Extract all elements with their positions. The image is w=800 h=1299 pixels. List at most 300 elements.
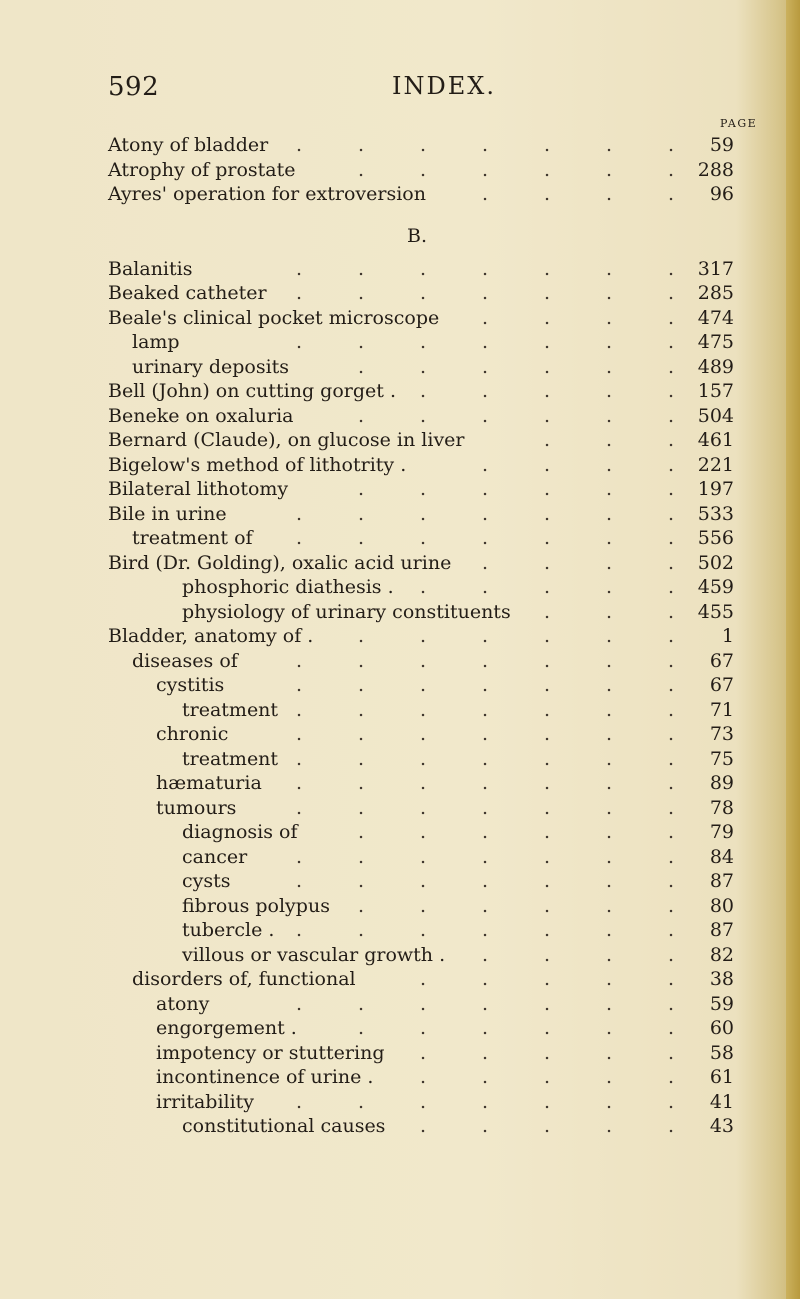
entry-page-number: 84 [709, 845, 734, 868]
leader-dot: . [482, 306, 489, 329]
entry-page-number: 502 [697, 551, 734, 574]
entry-page-number: 67 [709, 674, 734, 696]
leader-dot: . [358, 1017, 365, 1039]
leader-dot: . [544, 919, 551, 941]
entry-page-number: 87 [709, 919, 734, 941]
entry-page-number: 59 [709, 992, 734, 1015]
leader-dot: . [606, 821, 613, 843]
index-entry [0, 600, 800, 625]
leader-dot: . [358, 1090, 365, 1113]
leader-dot: . [668, 894, 675, 917]
leader-dot: . [358, 992, 365, 1015]
leader-dot: . [482, 772, 489, 794]
entry-page-number: 59 [709, 134, 734, 156]
leader-dot: . [544, 943, 551, 966]
entry-text: chronic [156, 723, 229, 745]
leader-dot: . [606, 625, 613, 647]
entry-page-number: 71 [709, 698, 734, 721]
entry-text: villous or vascular growth . [182, 943, 446, 966]
leader-dot: . [544, 404, 551, 427]
leader-dot: . [420, 821, 427, 843]
index-entry [0, 992, 800, 1017]
leader-dot: . [482, 649, 489, 672]
leader-dot: . [358, 502, 365, 525]
leader-dot: . [544, 649, 551, 672]
leader-dot: . [296, 674, 303, 696]
leader-dot: . [544, 380, 551, 402]
leader-dot: . [420, 1090, 427, 1113]
index-entry [0, 575, 800, 600]
leader-dot: . [668, 796, 675, 819]
index-entry [0, 306, 800, 331]
leader-dot: . [296, 747, 303, 770]
leader-dot: . [482, 355, 489, 378]
entry-text: cystitis [156, 674, 225, 696]
entry-page-number: 317 [697, 257, 734, 280]
leader-dot: . [606, 1115, 613, 1137]
leader-dot: . [544, 502, 551, 525]
leader-dot: . [420, 772, 427, 794]
entry-text: impotency or stuttering [156, 1041, 385, 1064]
leader-dot: . [544, 625, 551, 647]
leader-dot: . [544, 551, 551, 574]
index-entry [0, 133, 800, 158]
leader-dot: . [606, 919, 613, 941]
leader-dot: . [482, 894, 489, 917]
entry-text: irritability [156, 1090, 255, 1113]
entry-page-number: 157 [697, 380, 734, 402]
index-entry [0, 673, 800, 698]
leader-dot: . [668, 649, 675, 672]
leader-dot: . [482, 1090, 489, 1113]
leader-dot: . [668, 1090, 675, 1113]
leader-dot: . [358, 649, 365, 672]
entry-text: engorgement . [156, 1017, 297, 1039]
leader-dot: . [606, 404, 613, 427]
entry-page-number: 96 [709, 183, 734, 205]
entry-text: Bigelow's method of lithotrity . [108, 453, 407, 476]
leader-dot: . [420, 478, 427, 500]
entry-text: Bladder, anatomy of . [108, 625, 314, 647]
index-entry [0, 330, 800, 355]
leader-dot: . [420, 282, 427, 304]
leader-dot: . [358, 527, 365, 549]
leader-dot: . [544, 1115, 551, 1137]
leader-dot: . [544, 772, 551, 794]
leader-dot: . [606, 478, 613, 500]
entry-text: atony [156, 992, 210, 1015]
leader-dot: . [358, 772, 365, 794]
leader-dot: . [482, 331, 489, 353]
entry-page-number: 533 [697, 502, 734, 525]
leader-dot: . [544, 355, 551, 378]
leader-dot: . [420, 845, 427, 868]
leader-dot: . [482, 282, 489, 304]
leader-dot: . [606, 158, 613, 181]
leader-dot: . [668, 380, 675, 402]
index-entry [0, 355, 800, 380]
index-entry [0, 281, 800, 306]
leader-dot: . [544, 1090, 551, 1113]
entry-text: cysts [182, 870, 231, 892]
entry-page-number: 41 [709, 1090, 734, 1113]
leader-dot: . [606, 183, 613, 205]
entry-page-number: 58 [709, 1041, 734, 1064]
leader-dot: . [544, 257, 551, 280]
leader-dot: . [358, 625, 365, 647]
entry-text: Bird (Dr. Golding), oxalic acid urine [108, 551, 452, 574]
leader-dot: . [606, 894, 613, 917]
entry-text: urinary deposits [132, 355, 290, 378]
leader-dot: . [420, 698, 427, 721]
leader-dot: . [544, 429, 551, 451]
leader-dot: . [668, 1041, 675, 1064]
leader-dot: . [668, 134, 675, 156]
page-column-label: PAGE [720, 117, 758, 130]
entry-page-number: 285 [697, 282, 734, 304]
leader-dot: . [358, 404, 365, 427]
leader-dot: . [544, 158, 551, 181]
leader-dot: . [668, 257, 675, 280]
entry-text: tumours [156, 796, 237, 819]
leader-dot: . [544, 331, 551, 353]
index-entry [0, 967, 800, 992]
leader-dot: . [482, 992, 489, 1015]
leader-dot: . [606, 943, 613, 966]
leader-dot: . [544, 894, 551, 917]
entry-page-number: 75 [709, 747, 734, 770]
entry-text: treatment [182, 698, 279, 721]
entry-text: diseases of [132, 649, 238, 672]
entry-page-number: 504 [697, 404, 734, 427]
entry-text: Atony of bladder [108, 134, 269, 156]
index-entry [0, 894, 800, 919]
leader-dot: . [420, 1115, 427, 1137]
entry-page-number: 67 [709, 649, 734, 672]
index-entry [0, 379, 800, 404]
leader-dot: . [606, 282, 613, 304]
index-entry [0, 551, 800, 576]
index-entry [0, 257, 800, 282]
entry-text: Balanitis [108, 257, 193, 280]
leader-dot: . [358, 331, 365, 353]
leader-dot: . [668, 698, 675, 721]
leader-dot: . [296, 257, 303, 280]
leader-dot: . [296, 502, 303, 525]
leader-dot: . [668, 478, 675, 500]
leader-dot: . [420, 919, 427, 941]
leader-dot: . [296, 845, 303, 868]
leader-dot: . [544, 747, 551, 770]
entry-text: incontinence of urine . [156, 1066, 374, 1088]
leader-dot: . [482, 870, 489, 892]
leader-dot: . [668, 845, 675, 868]
leader-dot: . [668, 331, 675, 353]
entry-text: Ayres' operation for extroversion [108, 183, 426, 205]
entry-text: hæmaturia [156, 772, 262, 794]
index-entry [0, 869, 800, 894]
leader-dot: . [668, 870, 675, 892]
leader-dot: . [420, 380, 427, 402]
leader-dot: . [482, 674, 489, 696]
leader-dot: . [606, 429, 613, 451]
leader-dot: . [482, 404, 489, 427]
leader-dot: . [544, 723, 551, 745]
leader-dot: . [606, 1041, 613, 1064]
leader-dot: . [606, 649, 613, 672]
entry-text: treatment [182, 747, 279, 770]
leader-dot: . [668, 968, 675, 990]
leader-dot: . [544, 527, 551, 549]
leader-dot: . [544, 1041, 551, 1064]
index-entry [0, 1041, 800, 1066]
index-entry [0, 722, 800, 747]
leader-dot: . [544, 183, 551, 205]
leader-dot: . [544, 992, 551, 1015]
leader-dot: . [482, 1041, 489, 1064]
entry-page-number: 38 [709, 968, 734, 990]
entry-text: Beaked catheter [108, 282, 267, 304]
leader-dot: . [420, 576, 427, 598]
leader-dot: . [544, 576, 551, 598]
leader-dot: . [606, 453, 613, 476]
entry-page-number: 474 [697, 306, 734, 329]
leader-dot: . [668, 772, 675, 794]
page-header [0, 72, 800, 112]
index-entry [0, 404, 800, 429]
leader-dot: . [482, 134, 489, 156]
leader-dot: . [668, 600, 675, 623]
leader-dot: . [420, 331, 427, 353]
leader-dot: . [482, 502, 489, 525]
leader-dot: . [544, 134, 551, 156]
leader-dot: . [358, 845, 365, 868]
index-entry [0, 182, 800, 207]
entry-text: tubercle . [182, 919, 275, 941]
leader-dot: . [482, 453, 489, 476]
leader-dot: . [606, 380, 613, 402]
entry-page-number: 489 [697, 355, 734, 378]
leader-dot: . [668, 747, 675, 770]
leader-dot: . [482, 845, 489, 868]
leader-dot: . [358, 821, 365, 843]
leader-dot: . [358, 796, 365, 819]
leader-dot: . [358, 698, 365, 721]
leader-dot: . [544, 478, 551, 500]
index-entry [0, 943, 800, 968]
leader-dot: . [420, 649, 427, 672]
leader-dot: . [482, 1115, 489, 1137]
leader-dot: . [606, 698, 613, 721]
entry-page-number: 475 [697, 331, 734, 353]
section-letter-text: B. [407, 224, 428, 247]
index-entry [0, 1090, 800, 1115]
leader-dot: . [358, 723, 365, 745]
entry-page-number: 73 [709, 723, 734, 745]
entry-text: Bell (John) on cutting gorget . [108, 380, 396, 402]
index-entry [0, 624, 800, 649]
entry-page-number: 79 [709, 821, 734, 843]
leader-dot: . [606, 331, 613, 353]
leader-dot: . [668, 943, 675, 966]
leader-dot: . [420, 870, 427, 892]
leader-dot: . [358, 478, 365, 500]
leader-dot: . [606, 502, 613, 525]
leader-dot: . [482, 257, 489, 280]
leader-dot: . [482, 968, 489, 990]
page-title: INDEX. [392, 72, 496, 100]
leader-dot: . [482, 723, 489, 745]
leader-dot: . [606, 576, 613, 598]
leader-dot: . [358, 894, 365, 917]
index-entry [0, 1065, 800, 1090]
leader-dot: . [544, 674, 551, 696]
leader-dot: . [544, 845, 551, 868]
entry-text: diagnosis of [182, 821, 298, 843]
leader-dot: . [358, 257, 365, 280]
leader-dot: . [482, 1017, 489, 1039]
leader-dot: . [606, 723, 613, 745]
leader-dot: . [420, 158, 427, 181]
entry-page-number: 61 [709, 1066, 734, 1088]
leader-dot: . [482, 551, 489, 574]
leader-dot: . [606, 355, 613, 378]
leader-dot: . [420, 747, 427, 770]
leader-dot: . [606, 992, 613, 1015]
leader-dot: . [296, 282, 303, 304]
leader-dot: . [296, 698, 303, 721]
entry-text: lamp [132, 331, 180, 353]
leader-dot: . [668, 502, 675, 525]
entry-page-number: 556 [697, 527, 734, 549]
entry-text: Beneke on oxaluria [108, 404, 294, 427]
leader-dot: . [544, 870, 551, 892]
index-entry [0, 428, 800, 453]
entry-text: fibrous polypus [182, 894, 330, 917]
page-number: 592 [108, 72, 160, 102]
leader-dot: . [482, 698, 489, 721]
entry-text: Beale's clinical pocket microscope [108, 306, 440, 329]
entry-text: physiology of urinary constituents [182, 600, 511, 623]
leader-dot: . [668, 551, 675, 574]
leader-dot: . [544, 306, 551, 329]
index-entry [0, 526, 800, 551]
leader-dot: . [482, 821, 489, 843]
entry-text: Atrophy of prostate [108, 158, 296, 181]
leader-dot: . [606, 257, 613, 280]
leader-dot: . [420, 1041, 427, 1064]
leader-dot: . [296, 870, 303, 892]
leader-dot: . [420, 1017, 427, 1039]
entry-text: disorders of, functional [132, 968, 356, 990]
leader-dot: . [420, 968, 427, 990]
leader-dot: . [420, 992, 427, 1015]
leader-dot: . [606, 527, 613, 549]
entry-page-number: 221 [697, 453, 734, 476]
leader-dot: . [606, 134, 613, 156]
index-entry [0, 1016, 800, 1041]
index-entry [0, 158, 800, 183]
leader-dot: . [606, 306, 613, 329]
leader-dot: . [296, 723, 303, 745]
entry-page-number: 461 [697, 429, 734, 451]
leader-dot: . [606, 747, 613, 770]
leader-dot: . [420, 723, 427, 745]
entry-page-number: 459 [697, 576, 734, 598]
index-entry [0, 845, 800, 870]
leader-dot: . [482, 796, 489, 819]
leader-dot: . [544, 698, 551, 721]
section-letter [0, 207, 800, 257]
leader-dot: . [544, 282, 551, 304]
leader-dot: . [668, 282, 675, 304]
leader-dot: . [296, 992, 303, 1015]
leader-dot: . [296, 1090, 303, 1113]
leader-dot: . [358, 674, 365, 696]
leader-dot: . [668, 404, 675, 427]
index-entry [0, 698, 800, 723]
leader-dot: . [544, 1017, 551, 1039]
entry-text: Bernard (Claude), on glucose in liver [108, 429, 465, 451]
leader-dot: . [606, 968, 613, 990]
leader-dot: . [296, 134, 303, 156]
leader-dot: . [606, 870, 613, 892]
leader-dot: . [420, 527, 427, 549]
entry-page-number: 80 [709, 894, 734, 917]
index-entry [0, 796, 800, 821]
entry-text: treatment of [132, 527, 253, 549]
leader-dot: . [668, 1115, 675, 1137]
leader-dot: . [482, 576, 489, 598]
leader-dot: . [420, 355, 427, 378]
leader-dot: . [482, 183, 489, 205]
leader-dot: . [668, 429, 675, 451]
leader-dot: . [420, 1066, 427, 1088]
leader-dot: . [544, 796, 551, 819]
leader-dot: . [606, 600, 613, 623]
entry-page-number: 1 [721, 625, 734, 647]
leader-dot: . [358, 870, 365, 892]
entry-page-number: 197 [697, 478, 734, 500]
leader-dot: . [668, 1017, 675, 1039]
leader-dot: . [668, 723, 675, 745]
leader-dot: . [358, 158, 365, 181]
leader-dot: . [482, 1066, 489, 1088]
leader-dot: . [296, 331, 303, 353]
leader-dot: . [668, 576, 675, 598]
entry-page-number: 78 [709, 796, 734, 819]
index-entry [0, 918, 800, 943]
leader-dot: . [482, 747, 489, 770]
leader-dot: . [420, 625, 427, 647]
leader-dot: . [544, 1066, 551, 1088]
entry-page-number: 60 [709, 1017, 734, 1039]
leader-dot: . [668, 919, 675, 941]
leader-dot: . [668, 158, 675, 181]
leader-dot: . [420, 502, 427, 525]
leader-dot: . [482, 527, 489, 549]
leader-dot: . [606, 1090, 613, 1113]
leader-dot: . [544, 600, 551, 623]
leader-dot: . [296, 772, 303, 794]
leader-dot: . [358, 282, 365, 304]
leader-dot: . [358, 355, 365, 378]
leader-dot: . [668, 992, 675, 1015]
index-entry [0, 747, 800, 772]
index-entry [0, 771, 800, 796]
leader-dot: . [606, 796, 613, 819]
entry-page-number: 455 [697, 600, 734, 623]
